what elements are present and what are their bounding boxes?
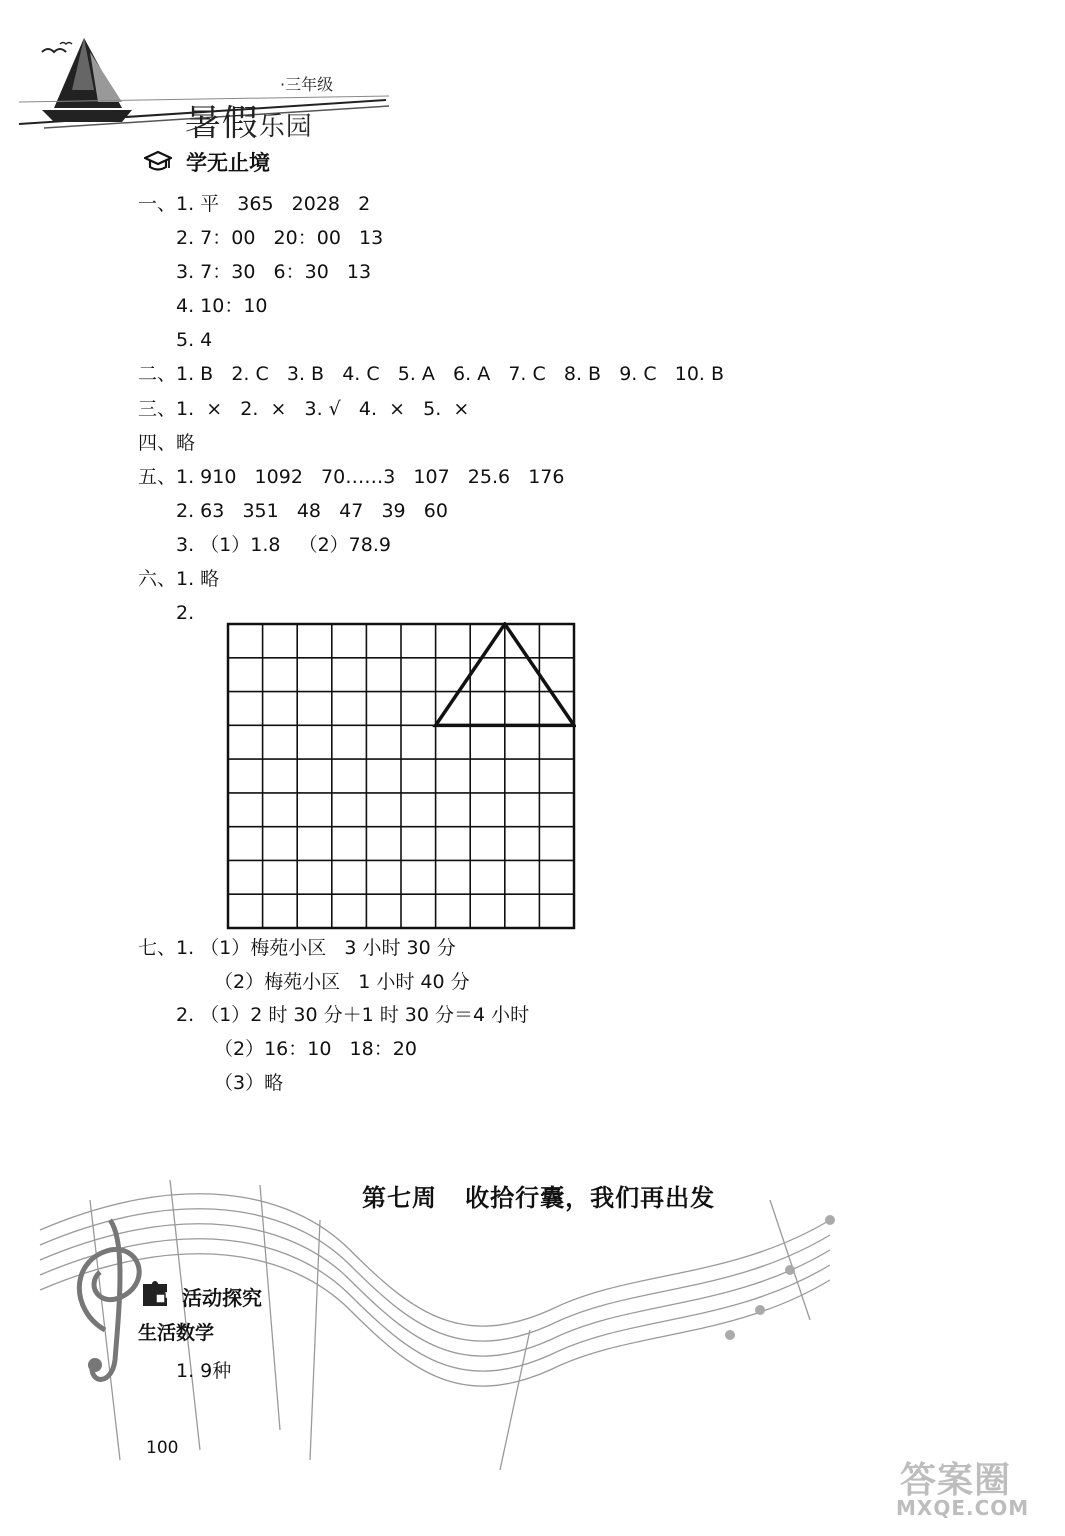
answer-line: 3. （1）1.8 （2）78.9 (176, 534, 391, 556)
answer-line: 七、1. （1）梅苑小区 3 小时 30 分 (138, 937, 456, 959)
section-title: 活动探究 (182, 1286, 262, 1310)
answer-line: 5. 4 (176, 329, 213, 351)
answer-line: 二、1. B 2. C 3. B 4. C 5. A 6. A 7. C 8. B 9. C 10. B (138, 363, 725, 385)
puzzle-icon (140, 1280, 172, 1308)
answer-line: 五、1. 910 1092 70……3 107 25.6 176 (138, 466, 565, 488)
answer-line: 1. 9种 (176, 1360, 232, 1382)
answer-line: 2. （1）2 时 30 分＋1 时 30 分＝4 小时 (176, 1004, 530, 1026)
watermark-logo: 答案圈 (900, 1460, 1012, 1501)
answer-line: 三、1. × 2. × 3. √ 4. × 5. × (138, 398, 470, 420)
header-title-main: 暑假 (184, 103, 259, 144)
header-title-sub: 乐园 (258, 112, 313, 142)
week-title: 第七周 收拾行囊，我们再出发 (362, 1184, 716, 1212)
section-subtitle: 生活数学 (138, 1322, 215, 1344)
answer-line: 2. 7：00 20：00 13 (176, 227, 384, 249)
answer-line: 六、1. 略 (138, 568, 220, 590)
answer-line: 2. (176, 602, 195, 624)
answer-line: 4. 10：10 (176, 295, 268, 317)
answer-line: 一、1. 平 365 2028 2 (138, 193, 371, 215)
watermark-site: MXQE.COM (896, 1496, 1030, 1520)
page-number: 100 (146, 1438, 179, 1458)
section-title: 学无止境 (186, 151, 270, 175)
grade-label: ·三年级 (280, 75, 334, 94)
answer-line: （2）16：10 18：20 (214, 1038, 417, 1060)
answer-line: （2）梅苑小区 1 小时 40 分 (214, 971, 470, 993)
answer-line: （3）略 (214, 1072, 284, 1094)
answer-line: 3. 7：30 6：30 13 (176, 261, 372, 283)
graduation-cap-icon (144, 150, 172, 172)
grid-figure (226, 622, 576, 930)
answer-line: 四、略 (138, 432, 196, 454)
answer-line: 2. 63 351 48 47 39 60 (176, 500, 448, 522)
